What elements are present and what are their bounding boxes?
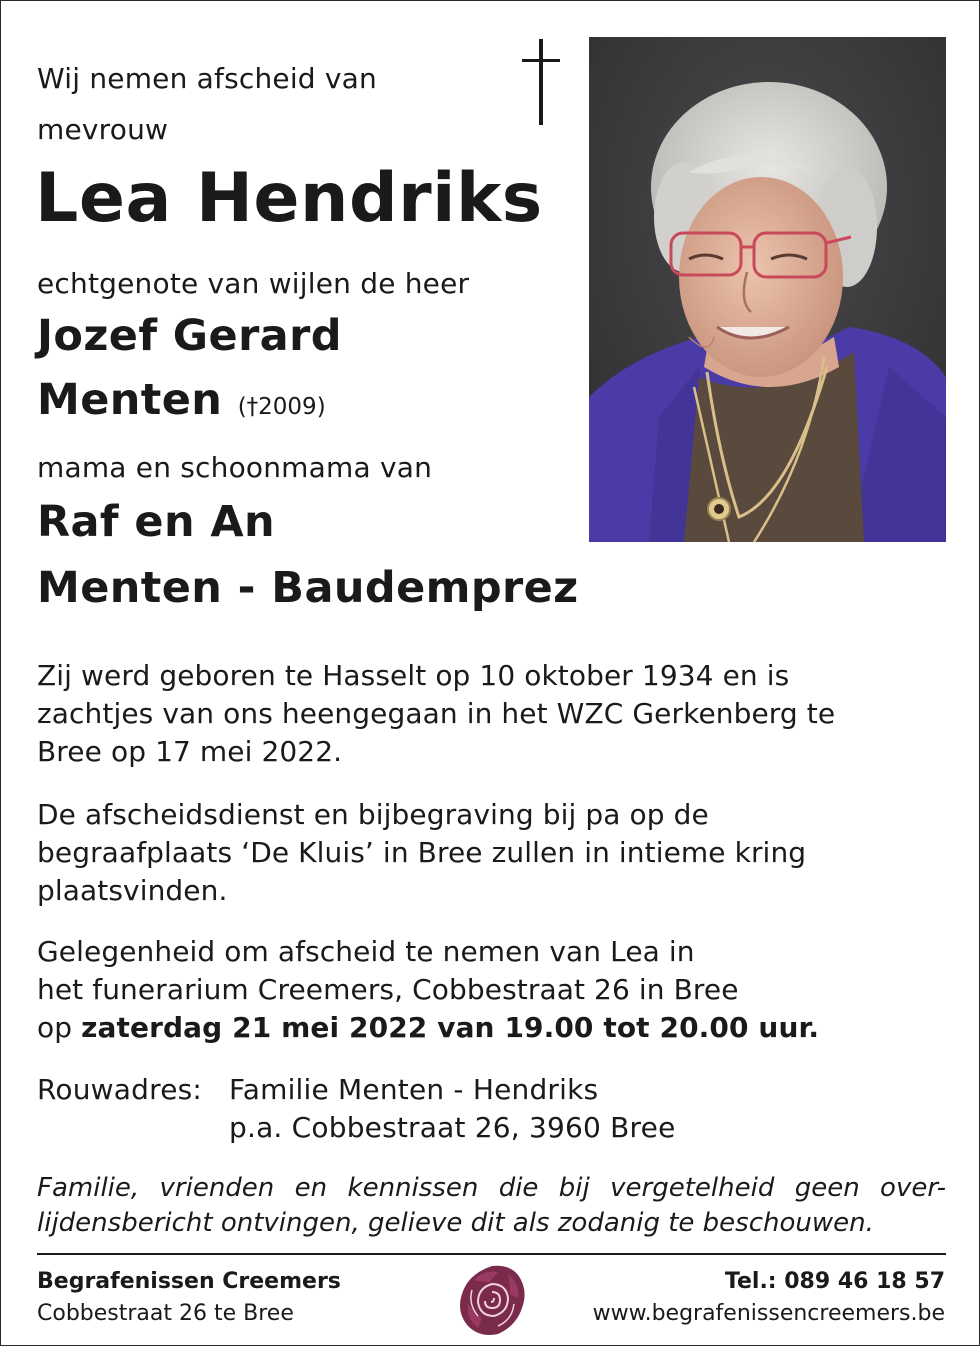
spouse-surname: Menten bbox=[37, 375, 223, 425]
disclaimer-line-2: lijdensbericht ontvingen, gelieve dit als zodanig te beschouwen. bbox=[37, 1208, 874, 1238]
spouse-name-line-2 bbox=[37, 375, 326, 425]
disclaimer-line-1: Familie, vrienden en kennissen die bij vergetelheid geen over- bbox=[37, 1173, 946, 1203]
footer-divider bbox=[37, 1253, 946, 1255]
children-intro: mama en schoonmama van bbox=[37, 451, 433, 484]
phone-number: Tel.: 089 46 18 57 bbox=[724, 1269, 945, 1294]
company-name: Begrafenissen Creemers bbox=[37, 1269, 341, 1294]
visitation-line-1: Gelegenheid om afscheid te nemen van Lea in bbox=[37, 935, 695, 968]
intro-line-1: Wij nemen afscheid van bbox=[37, 62, 377, 95]
service-line: De afscheidsdienst en bijbegraving bij pa op de bbox=[37, 798, 709, 831]
spouse-name-line-1: Jozef Gerard bbox=[37, 311, 342, 361]
mourning-address bbox=[37, 1071, 676, 1147]
birth-line: Zij werd geboren te Hasselt op 10 oktober 1934 en is bbox=[37, 659, 790, 692]
intro-text bbox=[37, 53, 377, 155]
visitation-line-2: het funerarium Creemers, Cobbestraat 26 in Bree bbox=[37, 973, 739, 1006]
company-address: Cobbestraat 26 te Bree bbox=[37, 1301, 294, 1326]
children-line-2: Menten - Baudemprez bbox=[37, 563, 579, 613]
deceased-name: Lea Hendriks bbox=[35, 159, 543, 238]
birth-paragraph bbox=[37, 657, 937, 771]
birth-line: zachtjes van ons heengegaan in het WZC Gerkenberg te bbox=[37, 697, 836, 730]
address-line-1: Familie Menten - Hendriks bbox=[229, 1073, 599, 1106]
birth-line: Bree op 17 mei 2022. bbox=[37, 735, 343, 768]
visitation-paragraph bbox=[37, 933, 937, 1047]
portrait-photo bbox=[589, 37, 946, 542]
notice-disclaimer bbox=[37, 1171, 946, 1241]
spouse-intro: echtgenote van wijlen de heer bbox=[37, 267, 470, 300]
visitation-prefix: op bbox=[37, 1011, 82, 1044]
spouse-death-note: (†2009) bbox=[237, 394, 326, 420]
footer-contact-block bbox=[593, 1266, 945, 1330]
visitation-datetime: zaterdag 21 mei 2022 van 19.00 tot 20.00 uur. bbox=[81, 1011, 820, 1044]
service-line: begraafplaats ‘De Kluis’ in Bree zullen in intieme kring bbox=[37, 836, 807, 869]
address-label: Rouwadres: bbox=[37, 1073, 203, 1106]
footer-company-block bbox=[37, 1266, 341, 1330]
address-line-2: p.a. Cobbestraat 26, 3960 Bree bbox=[229, 1111, 676, 1144]
rose-logo-icon bbox=[454, 1260, 530, 1340]
children-line-1: Raf en An bbox=[37, 497, 276, 547]
visitation-line-3 bbox=[37, 1009, 937, 1047]
service-paragraph bbox=[37, 796, 937, 910]
website-link[interactable]: www.begrafenissencreemers.be bbox=[592, 1301, 945, 1326]
service-line: plaatsvinden. bbox=[37, 874, 228, 907]
cross-icon bbox=[521, 37, 561, 127]
intro-line-2: mevrouw bbox=[37, 113, 169, 146]
